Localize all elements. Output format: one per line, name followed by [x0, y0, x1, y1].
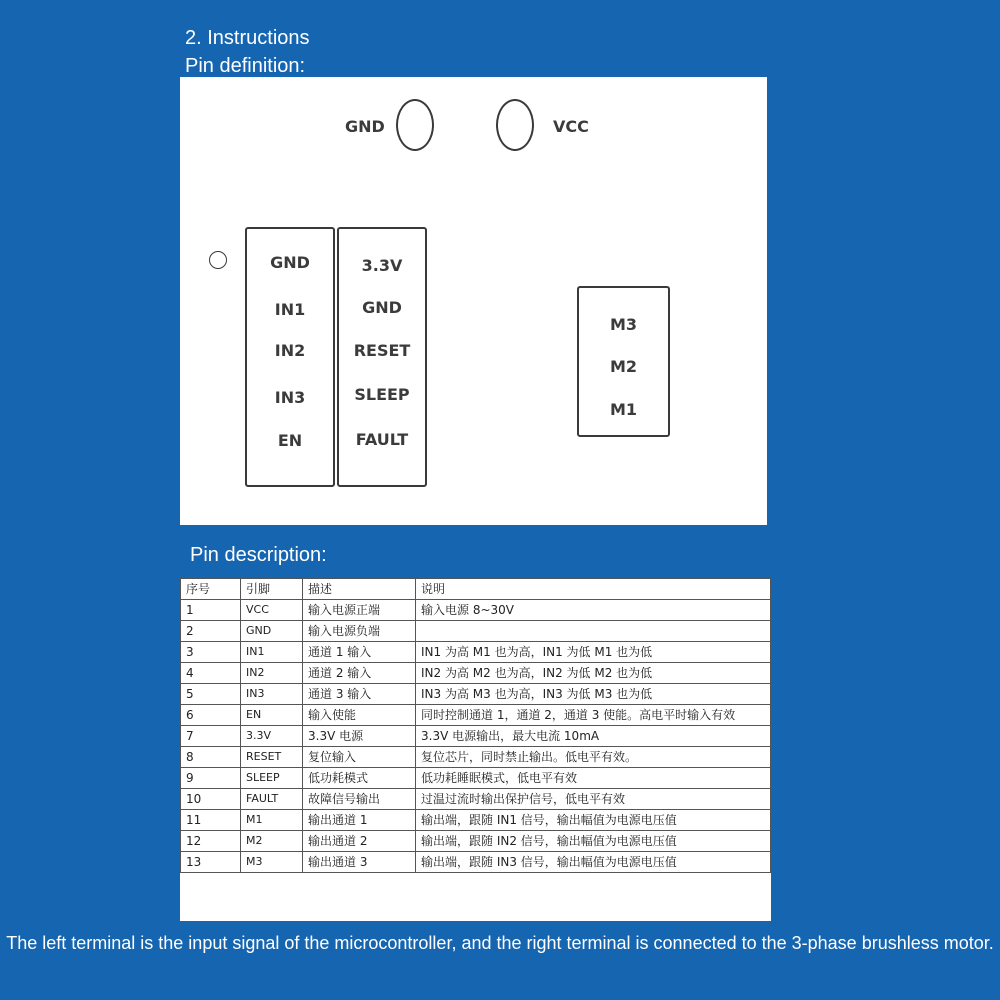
section-title: 2. Instructions: [185, 27, 310, 49]
table-cell: IN2: [241, 663, 303, 684]
table-header-row: [181, 579, 771, 600]
table-cell: 6: [181, 705, 241, 726]
table-row: [181, 768, 771, 789]
vcc-power-label: VCC: [553, 117, 589, 136]
table-row: [181, 642, 771, 663]
table-row: [181, 621, 771, 642]
pin-label: 3.3V: [361, 256, 403, 275]
middle-pin-header: [337, 227, 427, 487]
table-cell: 10: [181, 789, 241, 810]
pin-label: IN3: [274, 388, 306, 407]
table-cell: 输出端，跟随 IN2 信号，输出幅值为电源电压值: [416, 831, 771, 852]
table-cell: 2: [181, 621, 241, 642]
pin-label: IN1: [274, 300, 306, 319]
table-header-cell: 描述: [303, 579, 416, 600]
footer-note: The left terminal is the input signal of the microcontroller, and the right terminal is connected to the 3-phase brushless motor.: [6, 933, 994, 953]
vcc-terminal-hole: [496, 99, 534, 151]
pin-label: GND: [270, 253, 310, 272]
table-row: [181, 810, 771, 831]
table-cell: VCC: [241, 600, 303, 621]
pin-diagram: [180, 77, 767, 525]
table-cell: [416, 621, 771, 642]
table-cell: 输出通道 2: [303, 831, 416, 852]
pin-label: M3: [609, 315, 638, 334]
mounting-hole: [209, 251, 227, 269]
table-row: [181, 600, 771, 621]
table-cell: 输入电源正端: [303, 600, 416, 621]
table-row: [181, 789, 771, 810]
table-cell: 输入使能: [303, 705, 416, 726]
table-row: [181, 684, 771, 705]
table-cell: IN2 为高 M2 也为高，IN2 为低 M2 也为低: [416, 663, 771, 684]
table-row: [181, 726, 771, 747]
table-cell: FAULT: [241, 789, 303, 810]
pin-label: GND: [362, 298, 402, 317]
table-row: [181, 747, 771, 768]
table-header-cell: 引脚: [241, 579, 303, 600]
table-row: [181, 663, 771, 684]
table-header-cell: 序号: [181, 579, 241, 600]
table-cell: IN1 为高 M1 也为高，IN1 为低 M1 也为低: [416, 642, 771, 663]
table-cell: 1: [181, 600, 241, 621]
table-cell: 输出通道 3: [303, 852, 416, 873]
table-cell: EN: [241, 705, 303, 726]
table-cell: RESET: [241, 747, 303, 768]
table-cell: 9: [181, 768, 241, 789]
table-cell: 通道 1 输入: [303, 642, 416, 663]
table-cell: M1: [241, 810, 303, 831]
pin-description-heading: Pin description:: [190, 544, 327, 566]
table-cell: 11: [181, 810, 241, 831]
motor-pin-header: [577, 286, 670, 437]
table-cell: 输入电源 8~30V: [416, 600, 771, 621]
table-row: [181, 852, 771, 873]
table-cell: 通道 3 输入: [303, 684, 416, 705]
table-cell: 4: [181, 663, 241, 684]
table-cell: 输出通道 1: [303, 810, 416, 831]
table-cell: M2: [241, 831, 303, 852]
pin-definition-heading: Pin definition:: [185, 55, 306, 77]
pin-label: IN2: [274, 341, 306, 360]
gnd-terminal-hole: [396, 99, 434, 151]
table-cell: 12: [181, 831, 241, 852]
table-cell: 7: [181, 726, 241, 747]
table-cell: IN1: [241, 642, 303, 663]
table-cell: 低功耗睡眠模式，低电平有效: [416, 768, 771, 789]
table-cell: 3.3V 电源输出，最大电流 10mA: [416, 726, 771, 747]
table-cell: IN3 为高 M3 也为高，IN3 为低 M3 也为低: [416, 684, 771, 705]
table-cell: IN3: [241, 684, 303, 705]
table-cell: 8: [181, 747, 241, 768]
pin-label: SLEEP: [354, 385, 410, 404]
pin-label: EN: [277, 431, 303, 450]
table-cell: 输出端，跟随 IN3 信号，输出幅值为电源电压值: [416, 852, 771, 873]
table-header-cell: 说明: [416, 579, 771, 600]
table-row: [181, 705, 771, 726]
pin-description-table: [180, 578, 771, 921]
table-row: [181, 831, 771, 852]
table-cell: SLEEP: [241, 768, 303, 789]
gnd-power-label: GND: [345, 117, 385, 136]
table-cell: GND: [241, 621, 303, 642]
pin-label: M2: [609, 357, 638, 376]
table-cell: 输出端，跟随 IN1 信号，输出幅值为电源电压值: [416, 810, 771, 831]
table-cell: 3.3V 电源: [303, 726, 416, 747]
pin-label: RESET: [353, 341, 411, 360]
table-cell: 13: [181, 852, 241, 873]
table-cell: 3: [181, 642, 241, 663]
table-cell: 复位输入: [303, 747, 416, 768]
table-cell: 故障信号输出: [303, 789, 416, 810]
table-cell: 3.3V: [241, 726, 303, 747]
table-cell: M3: [241, 852, 303, 873]
table-cell: 低功耗模式: [303, 768, 416, 789]
pin-label: M1: [609, 400, 638, 419]
table-cell: 同时控制通道 1，通道 2，通道 3 使能。高电平时输入有效: [416, 705, 771, 726]
left-pin-header: [245, 227, 335, 487]
table-cell: 输入电源负端: [303, 621, 416, 642]
pin-label: FAULT: [355, 430, 409, 449]
table-cell: 过温过流时输出保护信号，低电平有效: [416, 789, 771, 810]
table-cell: 通道 2 输入: [303, 663, 416, 684]
table-cell: 复位芯片，同时禁止输出。低电平有效。: [416, 747, 771, 768]
table-cell: 5: [181, 684, 241, 705]
